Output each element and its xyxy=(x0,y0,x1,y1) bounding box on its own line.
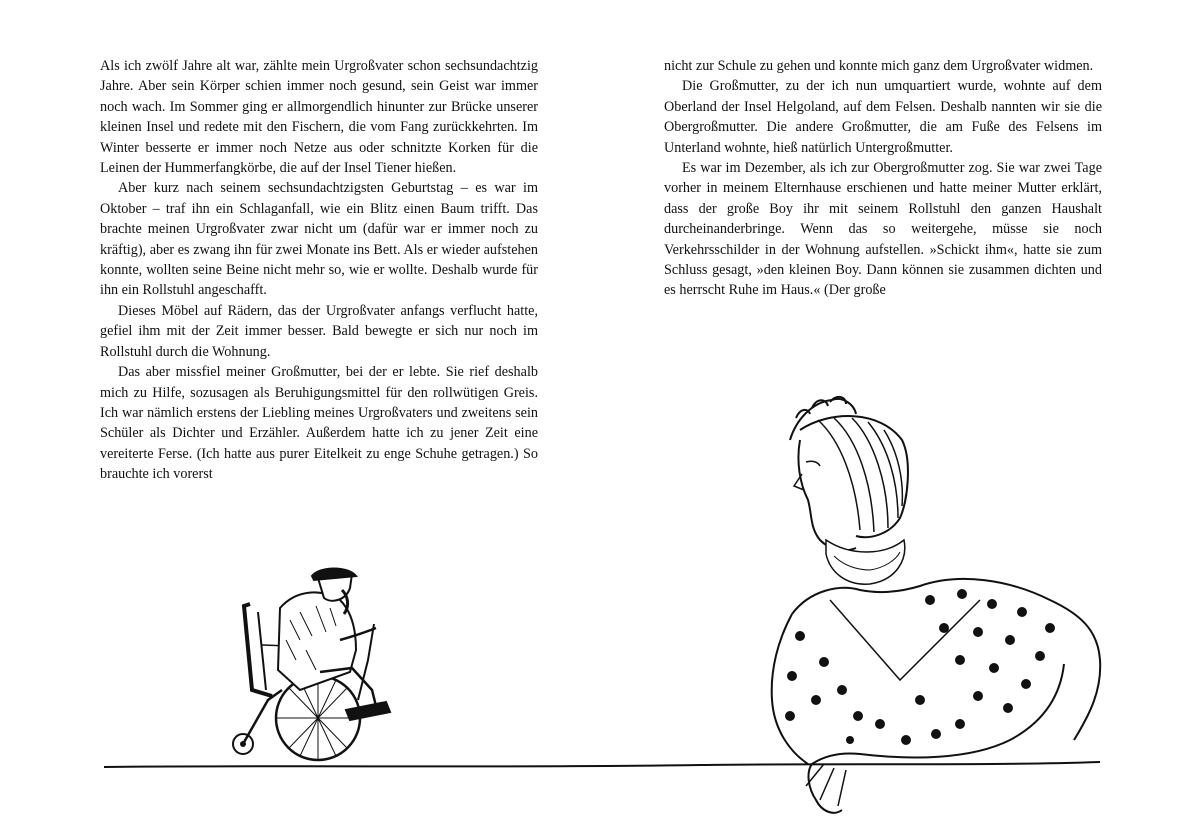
right-page-text xyxy=(664,56,1102,301)
paragraph-5: Die Großmutter, zu der ich nun umquartiert wurde, wohnte auf dem Oberland der Insel Helgoland, auf dem Felsen. Deshalb nannten wir sie die Obergroßmutter. Die andere Großmutter, die am Fuße des Felsens im Unterland wohnte, hieß natürlich Untergroßmutter. xyxy=(664,78,1102,156)
paragraph-2: Aber kurz nach seinem sechsundachtzigsten Geburtstag – es war im Oktober – traf ihn ein Schlaganfall, wie ein Blitz einen Baum trifft. Das brachte meinen Urgroßvater zwar nicht um (dafür war er immer noch zu kräftig), aber es zwang ihn für zwei Monate ins Bett. Als er wieder aufstehen konnte, wollten seine Beine nicht mehr so, wie er wollte. Deshalb wurde für ihn ein Rollstuhl angeschafft. xyxy=(100,180,538,299)
ground-line xyxy=(104,762,1100,767)
paragraph-1: Als ich zwölf Jahre alt war, zählte mein Urgroßvater schon sechsundachtzig Jahre. Aber sein Körper schien immer noch gesund, sein Geist war immer noch wach. Im Sommer ging er allmorgendlich hinunter zur Brücke unserer kleinen Insel und redete mit den Fischern, die vom Fang zurückkehrten. Im Winter besserte er immer noch Netze aus oder schnitzte Korken für die Leinen der Hummerfangkörbe, die auf der Insel Tiener hießen. xyxy=(100,58,538,177)
grandmother-drawing xyxy=(772,397,1101,813)
paragraph-3: Dieses Möbel auf Rädern, das der Urgroßvater anfangs verflucht hatte, gefiel ihm mit der Zeit immer besser. Bald bewegte er sich nur noch im Rollstuhl durch die Wohnung. xyxy=(100,302,538,360)
left-page-text xyxy=(100,56,538,485)
paragraph-continuation: nicht zur Schule zu gehen und konnte mich ganz dem Urgroßvater widmen. xyxy=(664,58,1094,74)
paragraph-6: Es war im Dezember, als ich zur Obergroßmutter zog. Sie war zwei Tage vorher in meinem Elternhause erschienen und hatte meiner Mutter erklärt, dass der große Boy ihr mit seinem Rollstuhl den ganzen Haushalt durcheinanderbringe. Wenn das so weitergehe, müsse sie noch Verkehrsschilder in der Wohnung aufstellen. »Schickt ihm«, hatte sie zum Schluss gesagt, »den kleinen Boy. Dann können sie zusammen dichten und es herrscht Ruhe im Haus.« (Der große xyxy=(664,160,1102,299)
wheelchair-man-drawing xyxy=(233,569,390,761)
paragraph-4: Das aber missfiel meiner Großmutter, bei der er lebte. Sie rief deshalb mich zu Hilfe, sozusagen als Beruhigungsmittel für den rollwütigen Greis. Ich war nämlich erstens der Liebling meines Urgroßvaters und zweitens sein Schüler als Dichter und Erzähler. Außerdem hatte ich zu jener Zeit eine vereiterte Ferse. (Ich hatte aus purer Eitelkeit zu enge Schuhe getragen.) So brauchte ich vorerst xyxy=(100,364,538,483)
